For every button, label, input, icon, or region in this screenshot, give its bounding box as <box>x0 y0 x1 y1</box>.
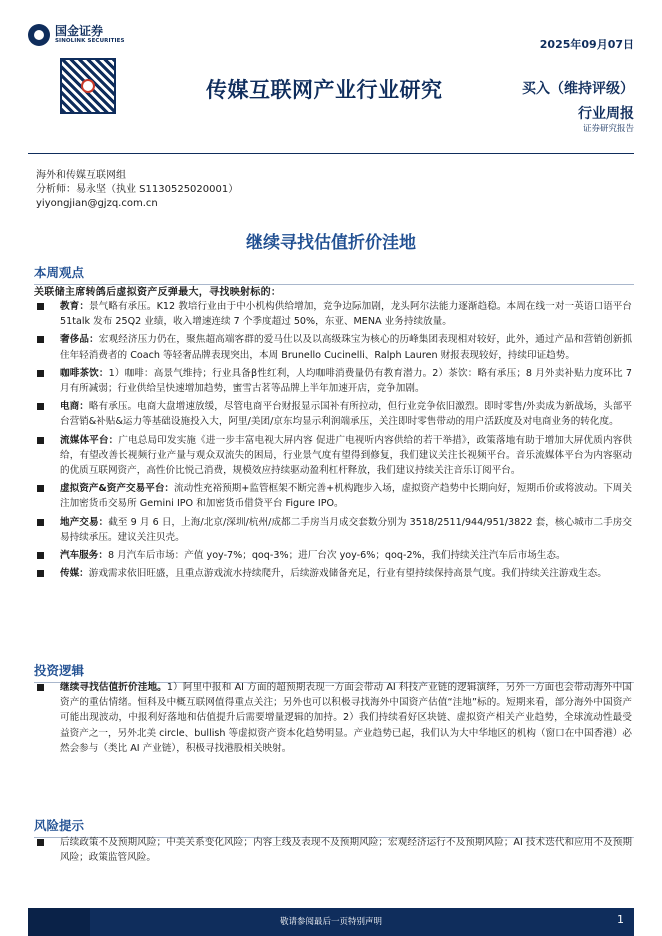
list-item-text: 1）咖啡：高景气维持；行业具备β性红利，人均咖啡消费量仍有教育潜力。2）茶饮：略有承压；8 月外卖补贴力度环比 7 月有所减弱；行业供给呈快速增加趋势，蜜雪古茗等品牌上半年加速开店，竞争加剧。 <box>60 367 632 395</box>
bullet-square-icon <box>37 303 44 310</box>
list-item <box>34 566 632 581</box>
list-item <box>34 366 632 396</box>
list-item-text: 广电总局印发实施《进一步丰富电视大屏内容 促进广电视听内容供给的若干举措》，政策落地有助于增加大屏优质内容供给，有望改善长视频行业产量与观众双流失的困局，行业景气度有望得到修复，我们建议关注长视频平台。音乐流媒体平台为内容驱动的优质互联网资产，高性价比悦己消费，规模效应持续驱动盈利杠杆释放，我们建议持续关注音乐订阅平台。 <box>60 434 633 477</box>
list-item <box>34 433 632 479</box>
weekly-lead: 关联储主席转鸽后虚拟资产反弹最大，寻找映射标的： <box>34 287 282 298</box>
analyst-email[interactable]: yiyongjian@gjzq.com.cn <box>36 198 158 209</box>
report-date: 2025年09月07日 <box>539 38 634 51</box>
list-item-text: 后续政策不及预期风险；中美关系变化风险；内容上线及表现不及预期风险；宏观经济运行不及预期风险；AI 技术迭代和应用不及预期风险；政策监管风险。 <box>60 837 632 864</box>
rating-label: 买入（维持评级） <box>522 81 634 97</box>
bullet-square-icon <box>37 570 44 577</box>
list-item-heading: 传媒： <box>60 568 89 580</box>
list-item-text: 流动性充裕预期+监管框架不断完善+机构跑步入场，虚拟资产趋势中长期向好，短期币价或将波动。下周关注加密货币交易所 Gemini IPO 和加密货币借贷平台 Figure IPO。 <box>60 483 632 510</box>
list-item <box>34 680 632 756</box>
report-header <box>28 14 634 149</box>
logo-name-en: SINOLINK SECURITIES <box>55 38 125 44</box>
weekly-list <box>34 299 632 581</box>
bullet-square-icon <box>37 370 44 377</box>
industry-title: 传媒互联网产业行业研究 <box>206 78 443 102</box>
section-risk-heading: 风险提示 <box>34 816 634 838</box>
list-item-text: 景气略有承压。K12 教培行业由于中小机构供给增加，竞争边际加剧，龙头阿尔法能力逐渐趋稳。本周在线一对一英语口语平台 51talk 发布 25Q2 业绩，收入增速连续 7 个季度超过 50%，东亚、MENA 业务持续放量。 <box>60 301 633 328</box>
page-footer <box>28 908 634 936</box>
author-block <box>36 169 238 211</box>
risk-list <box>34 835 632 865</box>
list-item <box>34 515 632 545</box>
footer-disclaimer[interactable]: 敬请参阅最后一页特别声明 <box>279 917 382 927</box>
list-item <box>34 299 632 329</box>
list-item <box>34 481 632 511</box>
report-type: 行业周报 <box>578 106 634 122</box>
logo-icon <box>28 24 50 46</box>
list-item-text: 略有承压。电商大盘增速放缓，尽管电商平台财报显示国补有所拉动，但行业竞争依旧激烈。即时零售/外卖成为新战场，头部平台营销&补贴&运力等基础设施投入大，阿里/美团/京东均显示利润端承压，关注即时零售带动的用户活跃度及对电商业务的转化度。 <box>60 401 632 428</box>
list-item <box>34 332 632 362</box>
bullet-square-icon <box>37 403 44 410</box>
bullet-square-icon <box>37 684 44 691</box>
list-item-text: 截至 9 月 6 日，上海/北京/深圳/杭州/成都二手房当月成交套数分别为 3518/2511/944/951/3822 套，核心城市二手房交易持续承压。建议关注贝壳。 <box>60 516 633 543</box>
logo-name-cn: 国金证券 <box>55 24 104 38</box>
header-divider <box>28 153 634 154</box>
bullet-square-icon <box>37 437 44 444</box>
section-logic-heading: 投资逻辑 <box>34 661 634 683</box>
list-item-text: 8 月汽车后市场：产值 yoy-7%；qoq-3%；进厂台次 yoy-6%；qoq-2%，我们持续关注汽车后市场生态。 <box>107 550 566 562</box>
section-weekly-heading: 本周观点 <box>34 263 634 285</box>
list-item-heading: 咖啡茶饮： <box>60 367 109 379</box>
bullet-square-icon <box>37 336 44 343</box>
document-title: 继续寻找估值折价洼地 <box>246 233 416 253</box>
report-subtype: 证券研究报告 <box>582 124 634 134</box>
list-item-heading: 电商： <box>60 401 89 413</box>
list-item-heading: 汽车服务： <box>60 550 108 562</box>
page-number: 1 <box>617 913 624 926</box>
company-logo <box>28 24 125 46</box>
qr-code-icon <box>60 58 116 114</box>
list-item-text: 宏观经济压力仍在，聚焦超高端客群的爱马仕以及以高级珠宝为核心的历峰集团表现相对较好，此外，通过产品和营销创新抓住年轻消费者的 Coach 等轻奢品牌表现突出，本周 Brunello Cucinelli、Ralph Lauren 财报表现较好，持续印证趋势。 <box>60 334 633 361</box>
list-item-text: 1）阿里中报和 AI 方面的超预期表现一方面会带动 AI 科技产业链的逻辑演绎，另外一方面也会带动海外中国资产的重估情绪。恒科及中概互联网值得重点关注；另外也可以积极寻找海外中国资产估值“洼地”标的。短期来看，部分海外中国资产可能出现波动，中报利好落地和估值提升后需要增量逻辑的加持。2）我们持续看好区块链、虚拟资产相关产业趋势，全球流动性最受益资产之一，另外北美 circle、bullish 等虚拟资产资本化趋势明显。产业趋势已起，我们认为大中华地区的机构（窗口在中国香港）必然会参与（类比 AI 产业链），积极寻找港股相关映射。 <box>60 682 632 754</box>
bullet-square-icon <box>37 519 44 526</box>
list-item-heading: 教育： <box>60 301 89 312</box>
list-item-heading: 地产交易： <box>60 516 109 528</box>
logic-list <box>34 680 632 756</box>
bullet-square-icon <box>37 485 44 492</box>
list-item-heading: 继续寻找估值折价洼地。 <box>60 682 167 693</box>
analyst-line: 分析师：易永坚（执业 S1130525020001） <box>36 184 239 195</box>
research-group: 海外和传媒互联网组 <box>36 170 126 181</box>
list-item <box>34 399 632 429</box>
bullet-square-icon <box>37 552 44 559</box>
list-item-heading: 奢侈品： <box>60 334 99 346</box>
list-item-text: 游戏需求依旧旺盛，且重点游戏流水持续爬升，后续游戏储备充足，行业有望持续保持高景气度。我们持续关注游戏生态。 <box>88 568 607 580</box>
bullet-square-icon <box>37 839 44 846</box>
list-item-heading: 虚拟资产&资产交易平台： <box>60 483 175 495</box>
list-item <box>34 548 632 563</box>
list-item-heading: 流媒体平台： <box>60 434 119 446</box>
list-item <box>34 835 632 865</box>
